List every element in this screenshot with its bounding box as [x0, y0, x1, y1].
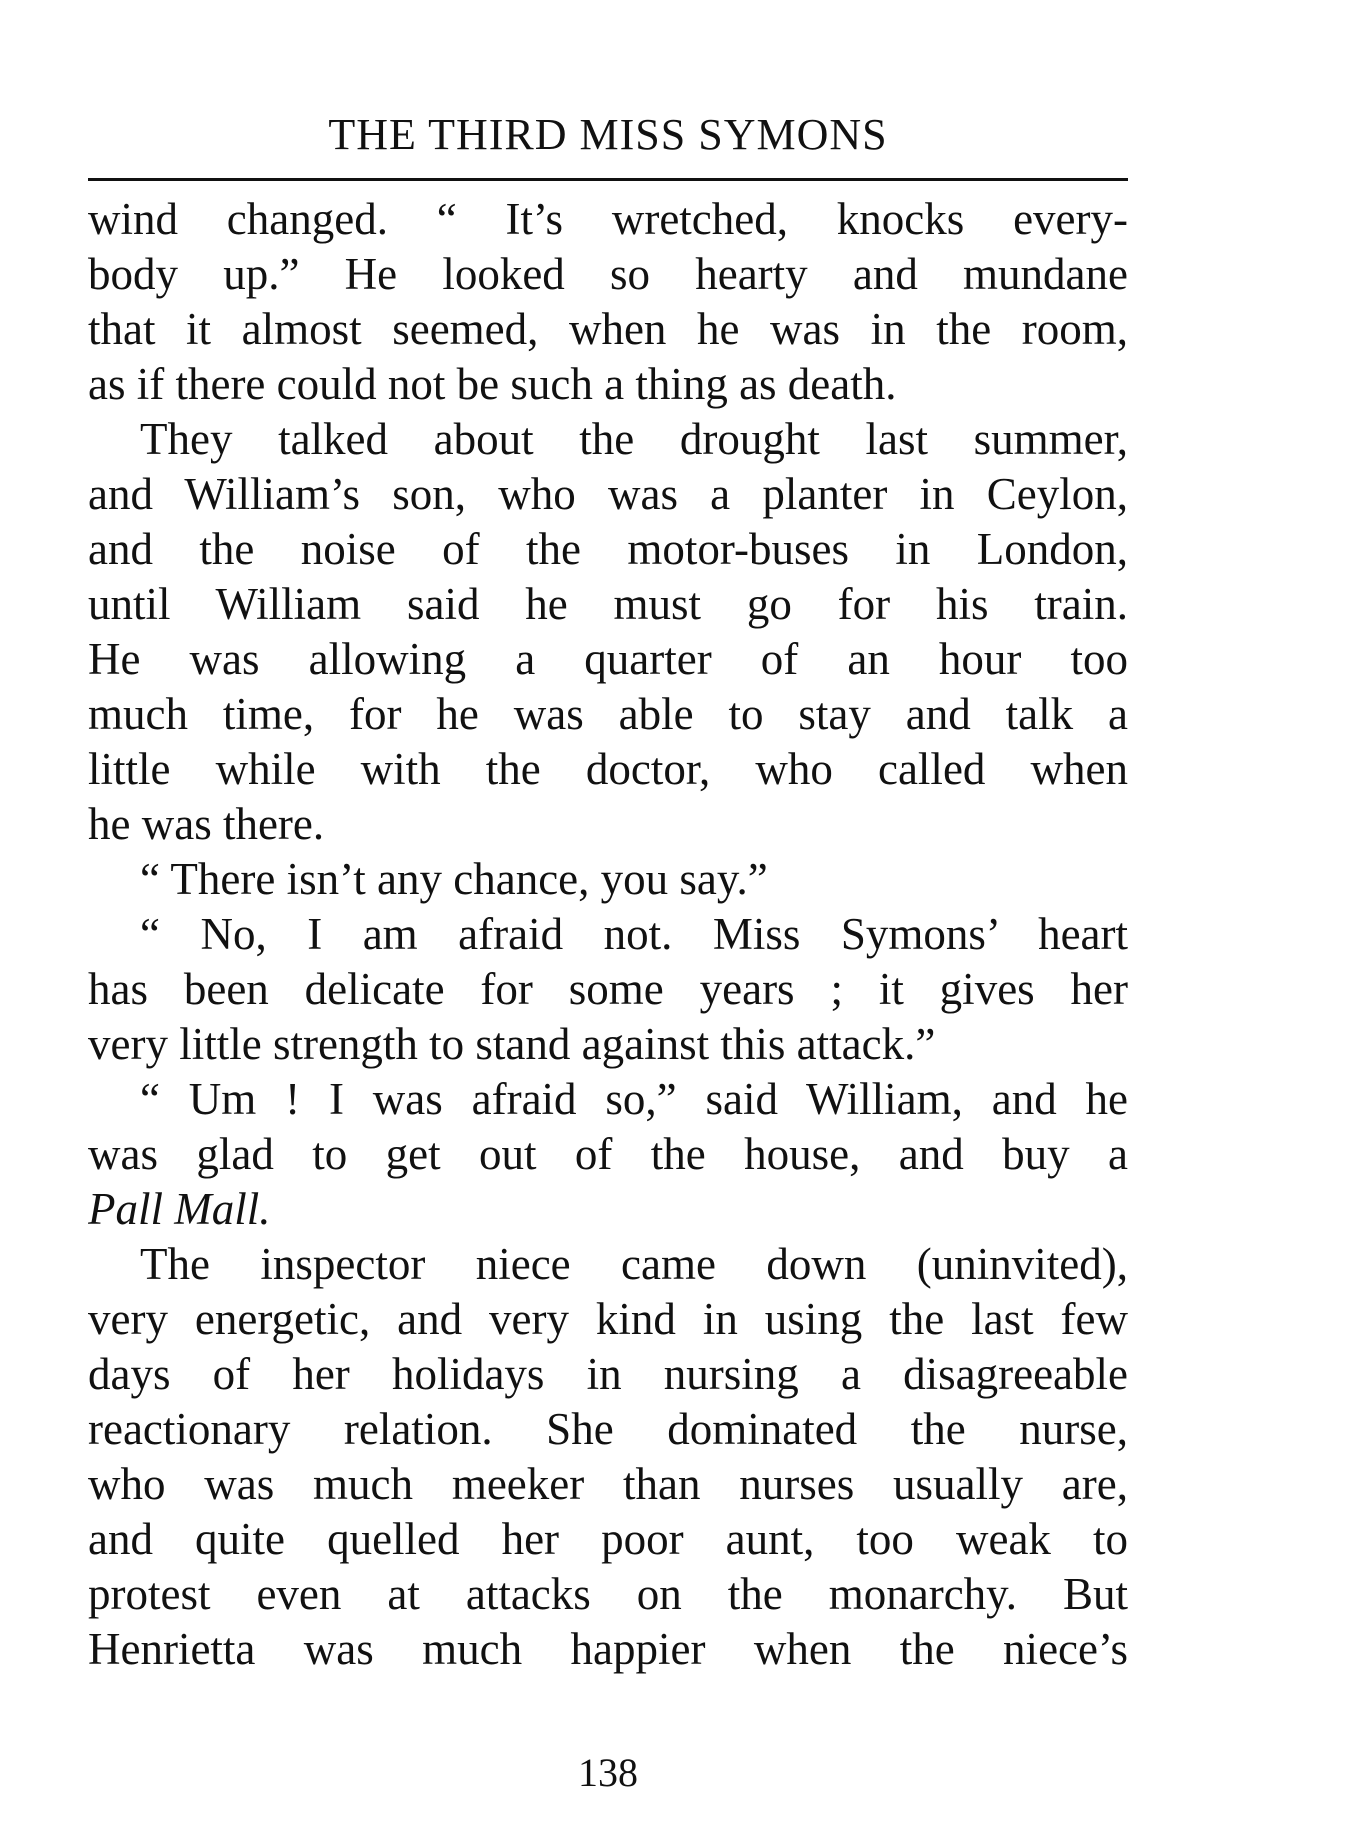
text-line: The inspector niece came down (uninvited),	[140, 1239, 1128, 1289]
text-line: and William’s son, who was a planter in Ceylon,	[88, 469, 1128, 519]
text-line: Henrietta was much happier when the niece’s	[88, 1624, 1128, 1674]
text-line: much time, for he was able to stay and talk a	[88, 689, 1128, 739]
text-line: that it almost seemed, when he was in the room,	[88, 304, 1128, 354]
text-line: He was allowing a quarter of an hour too	[88, 634, 1128, 684]
text-line: was glad to get out of the house, and buy a	[88, 1129, 1128, 1179]
text-line: wind changed. “ It’s wretched, knocks every-	[88, 194, 1128, 244]
text-line: “ There isn’t any chance, you say.”	[140, 854, 768, 904]
text-line: “ No, I am afraid not. Miss Symons’ heart	[140, 909, 1128, 959]
text-line: very energetic, and very kind in using the last few	[88, 1294, 1128, 1344]
text-line: and the noise of the motor-buses in London,	[88, 524, 1128, 574]
page-number: 138	[578, 1750, 638, 1795]
text-line: reactionary relation. She dominated the nurse,	[88, 1404, 1128, 1454]
body-text	[88, 192, 1128, 1677]
text-line: and quite quelled her poor aunt, too weak to	[88, 1514, 1128, 1564]
text-line: protest even at attacks on the monarchy. But	[88, 1569, 1128, 1619]
text-line: They talked about the drought last summer,	[140, 414, 1128, 464]
text-line: until William said he must go for his train.	[88, 579, 1128, 629]
text-line: “ Um ! I was afraid so,” said William, and he	[140, 1074, 1128, 1124]
text-line: days of her holidays in nursing a disagreeable	[88, 1349, 1128, 1399]
header-rule	[88, 178, 1128, 181]
text-line: has been delicate for some years ; it gives her	[88, 964, 1128, 1014]
text-line: very little strength to stand against this attack.”	[88, 1019, 936, 1069]
text-line: who was much meeker than nurses usually are,	[88, 1459, 1128, 1509]
text-line: Pall Mall.	[88, 1184, 271, 1234]
text-line: body up.” He looked so hearty and mundane	[88, 249, 1128, 299]
text-line: little while with the doctor, who called when	[88, 744, 1128, 794]
running-head: THE THIRD MISS SYMONS	[328, 110, 888, 159]
text-line: as if there could not be such a thing as death.	[88, 359, 897, 409]
text-line: he was there.	[88, 799, 325, 849]
